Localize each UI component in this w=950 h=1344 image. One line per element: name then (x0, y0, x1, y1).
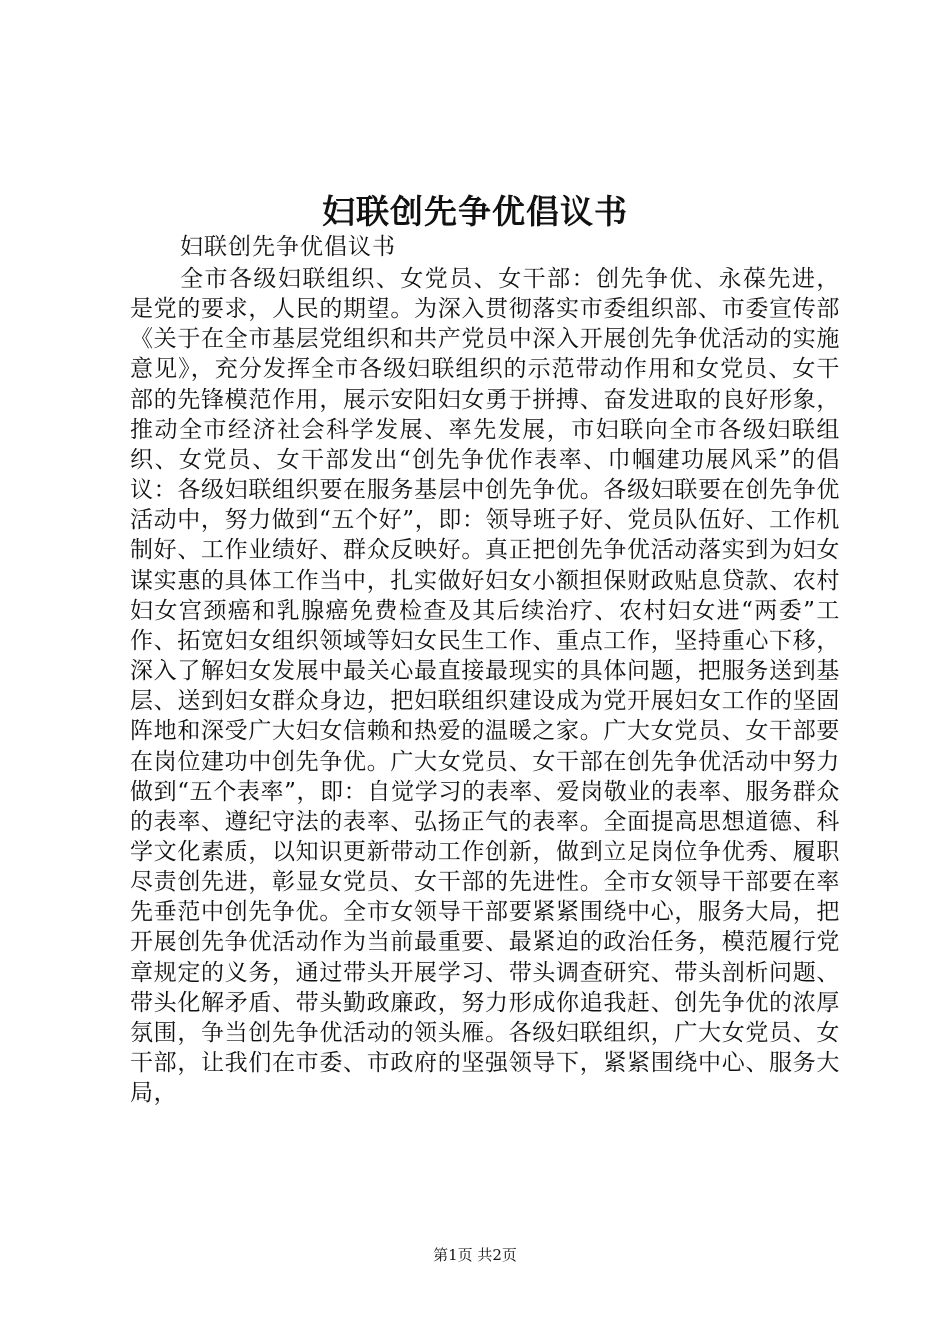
page-indicator: 第1页 共2页 (433, 1246, 517, 1264)
document-body: 全市各级妇联组织、女党员、女干部：创先争优、永葆先进，是党的要求，人民的期望。为深入贯彻落实市委组织部、市委宣传部《关于在全市基层党组织和共产党员中深入开展创先争优活动的实施意见》，充分发挥全市各级妇联组织的示范带动作用和女党员、女干部的先锋模范作用，展示安阳妇女勇于拼搏、奋发进取的良好形象，推动全市经济社会科学发展、率先发展，市妇联向全市各级妇联组织、女党员、女干部发出“创先争优作表率、巾帼建功展风采”的倡议：各级妇联组织要在服务基层中创先争优。各级妇联要在创先争优活动中，努力做到“五个好”，即：领导班子好、党员队伍好、工作机制好、工作业绩好、群众反映好。真正把创先争优活动落实到为妇女谋实惠的具体工作当中，扎实做好妇女小额担保财政贴息贷款、农村妇女宫颈癌和乳腺癌免费检查及其后续治疗、农村妇女进“两委”工作、拓宽妇女组织领域等妇女民生工作、重点工作，坚持重心下移，深入了解妇女发展中最关心最直接最现实的具体问题，把服务送到基层、送到妇女群众身边，把妇联组织建设成为党开展妇女工作的坚固阵地和深受广大妇女信赖和热爱的温暖之家。广大女党员、女干部要在岗位建功中创先争优。广大女党员、女干部在创先争优活动中努力做到“五个表率”，即：自觉学习的表率、爱岗敬业的表率、服务群众的表率、遵纪守法的表率、弘扬正气的表率。全面提高思想道德、科学文化素质，以知识更新带动工作创新，做到立足岗位争优秀、履职尽责创先进，彰显女党员、女干部的先进性。全市女领导干部要在率先垂范中创先争优。全市女领导干部要紧紧围绕中心，服务大局，把开展创先争优活动作为当前最重要、最紧迫的政治任务，模范履行党章规定的义务，通过带头开展学习、带头调查研究、带头剖析问题、带头化解矛盾、带头勤政廉政，努力形成你追我赶、创先争优的浓厚氛围，争当创先争优活动的领头雁。各级妇联组织，广大女党员、女干部，让我们在市委、市政府的坚强领导下，紧紧围绕中心、服务大局， (130, 266, 840, 1107)
document-subtitle: 妇联创先争优倡议书 (180, 234, 396, 260)
document-title: 妇联创先争优倡议书 (322, 192, 628, 231)
